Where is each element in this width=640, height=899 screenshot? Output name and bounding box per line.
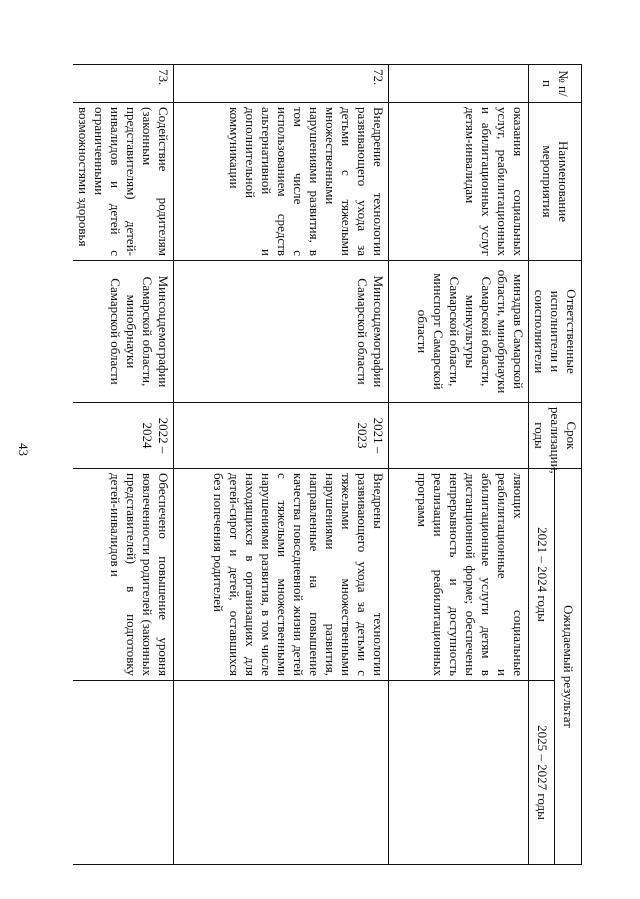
cell-exec: Минсоцдемографии Самарской области, минобрнауки Самарской области [73,261,174,403]
measures-table [73,64,582,865]
cell-res1: ляющих социальные реабилитационные и абилитационные услуги детям в дистанционной форме; обеспечены непрерывность и доступность реализации реабилитационных программ [389,469,529,681]
cell-res1: Обеспечено повышение уровня вовлеченности родителей (законных представителей) в подготовку детей-инвалидов и [73,469,174,681]
cell-num: 73. [73,65,174,103]
header-result: Ожидаемый результат [555,469,582,865]
header-row [555,65,582,865]
cell-term: 2022 – 2024 [73,403,174,469]
cell-name: оказания социальных услуг, реабилитационных и абилитационных услуг детям-инвалидам [389,103,529,261]
cell-exec: Минсоцдемографии Самарской области [174,261,389,403]
table-row [389,65,529,865]
cell-exec: минздрав Самарской области, минобрнауки Самарской области, минкультуры Самарской области, минспорт Самарской области [389,261,529,403]
table-row [174,65,389,865]
header-term: Срок реализации, годы [529,403,582,469]
cell-term [389,403,529,469]
header-num: № п/п [529,65,582,103]
header-res2: 2025 – 2027 годы [529,681,556,865]
cell-res1: Внедрены технологии развивающего ухода за детьми с тяжелыми множественными нарушениями развития, направленные на повышение качества повседневной жизни детей с тяжелыми множественными нарушениями развития, в том числе находящихся в организациях для детей-сирот и детей, оставшихся без попечения родителей [174,469,389,681]
page-number: 43 [16,443,31,456]
header-res1: 2021 – 2024 годы [529,469,556,681]
cell-res2 [174,681,389,865]
cell-num [389,65,529,103]
cell-name: Содействие родителям (законным представителям) детей-инвалидов и детей с ограниченными возможностями здоровья [73,103,174,261]
cell-num: 72. [174,65,389,103]
cell-term: 2021 – 2023 [174,403,389,469]
header-name: Наименование мероприятия [529,103,582,261]
cell-name: Внедрение технологии развивающего ухода за детьми с тяжелыми множественными нарушениями развития, в том числе с использованием средств альтернативной и дополнительной коммуникации [174,103,389,261]
header-exec: Ответственные исполнители и соисполнители [529,261,582,403]
cell-res2 [389,681,529,865]
table-row [73,65,174,865]
cell-res2 [73,681,174,865]
